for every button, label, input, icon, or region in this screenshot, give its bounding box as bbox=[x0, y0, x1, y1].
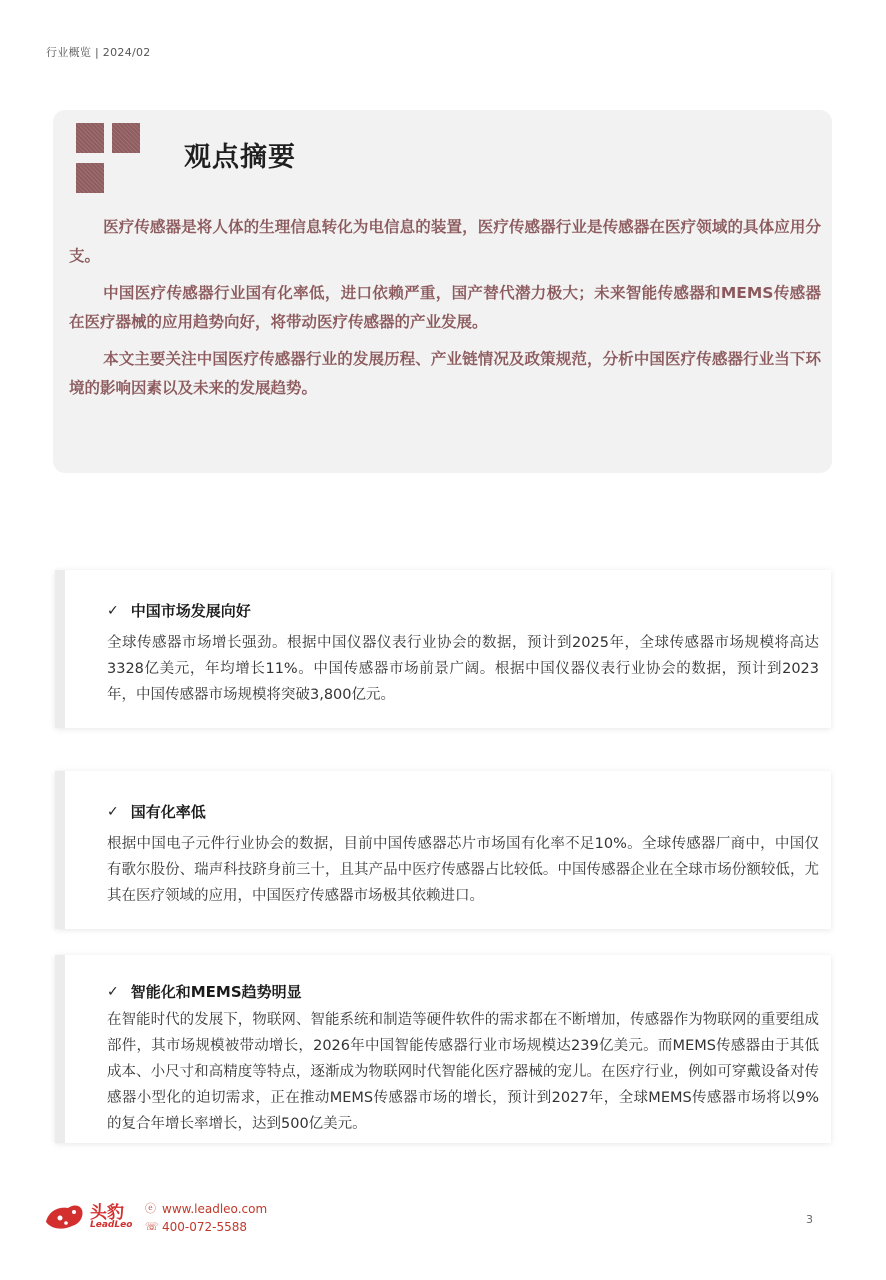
summary-paragraph: 医疗传感器是将人体的生理信息转化为电信息的装置，医疗传感器行业是传感器在医疗领域的具体应用分支。 bbox=[69, 218, 821, 265]
point-body: 在智能时代的发展下，物联网、智能系统和制造等硬件软件的需求都在不断增加，传感器作为物联网的重要组成部件，其市场规模被带动增长，2026年中国智能传感器行业市场规模达239亿美元。而MEMS传感器由于其低成本、小尺寸和高精度等特点，逐渐成为物联网时代智能化医疗器械的宠儿。在医疗行业，例如可穿戴设备对传感器小型化的迫切需求，正在推动MEMS传感器市场的增长，预计到2027年，全球MEMS传感器市场将以9%的复合年增长率增长，达到500亿美元。 bbox=[107, 1012, 819, 1132]
point-card-localization bbox=[55, 771, 831, 929]
point-body: 全球传感器市场增长强劲。根据中国仪器仪表行业协会的数据，预计到2025年，全球传感器市场规模将高达3328亿美元，年均增长11%。中国传感器市场前景广阔。根据中国仪器仪表行业协会的数据，预计到2023年，中国传感器市场规模将突破3,800亿元。 bbox=[107, 635, 819, 703]
header-section-date: 行业概览 | 2024/02 bbox=[46, 46, 151, 59]
point-card-market bbox=[55, 570, 831, 728]
phone-number: 400-072-5588 bbox=[162, 1220, 248, 1234]
summary-paragraph: 中国医疗传感器行业国有化率低，进口依赖严重，国产替代潜力极大；未来智能传感器和MEMS传感器在医疗器械的应用趋势向好，将带动医疗传感器的产业发展。 bbox=[69, 284, 821, 331]
check-icon: ✓ bbox=[107, 803, 119, 820]
summary-paragraph: 本文主要关注中国医疗传感器行业的发展历程、产业链情况及政策规范，分析中国医疗传感器行业当下环境的影响因素以及未来的发展趋势。 bbox=[69, 350, 821, 397]
check-icon: ✓ bbox=[107, 983, 119, 1000]
summary-paragraphs bbox=[69, 213, 821, 411]
phone-icon: ☏ bbox=[145, 1220, 159, 1233]
decorative-squares-icon bbox=[76, 123, 140, 193]
point-title: 智能化和MEMS趋势明显 bbox=[130, 983, 302, 1001]
point-title: 中国市场发展向好 bbox=[130, 602, 251, 620]
logo-en-text: LeadLeo bbox=[90, 1220, 133, 1230]
card-accent-bar bbox=[55, 570, 65, 728]
page-number: 3 bbox=[806, 1213, 813, 1226]
web-icon: ⓔ bbox=[145, 1202, 156, 1215]
website-link[interactable]: www.leadleo.com bbox=[162, 1202, 268, 1216]
footer-contact bbox=[145, 1200, 267, 1236]
point-title: 国有化率低 bbox=[130, 803, 206, 821]
point-card-mems bbox=[55, 955, 831, 1143]
card-accent-bar bbox=[55, 955, 65, 1143]
summary-card bbox=[53, 110, 832, 473]
point-body: 根据中国电子元件行业协会的数据，目前中国传感器芯片市场国有化率不足10%。全球传感器厂商中，中国仅有歌尔股份、瑞声科技跻身前三十，且其产品中医疗传感器占比较低。中国传感器企业在全球市场份额较低，尤其在医疗领域的应用，中国医疗传感器市场极其依赖进口。 bbox=[107, 836, 819, 904]
logo-cn-text: 头豹 bbox=[90, 1203, 124, 1223]
card-accent-bar bbox=[55, 771, 65, 929]
check-icon: ✓ bbox=[107, 602, 119, 619]
summary-title: 观点摘要 bbox=[184, 142, 296, 173]
